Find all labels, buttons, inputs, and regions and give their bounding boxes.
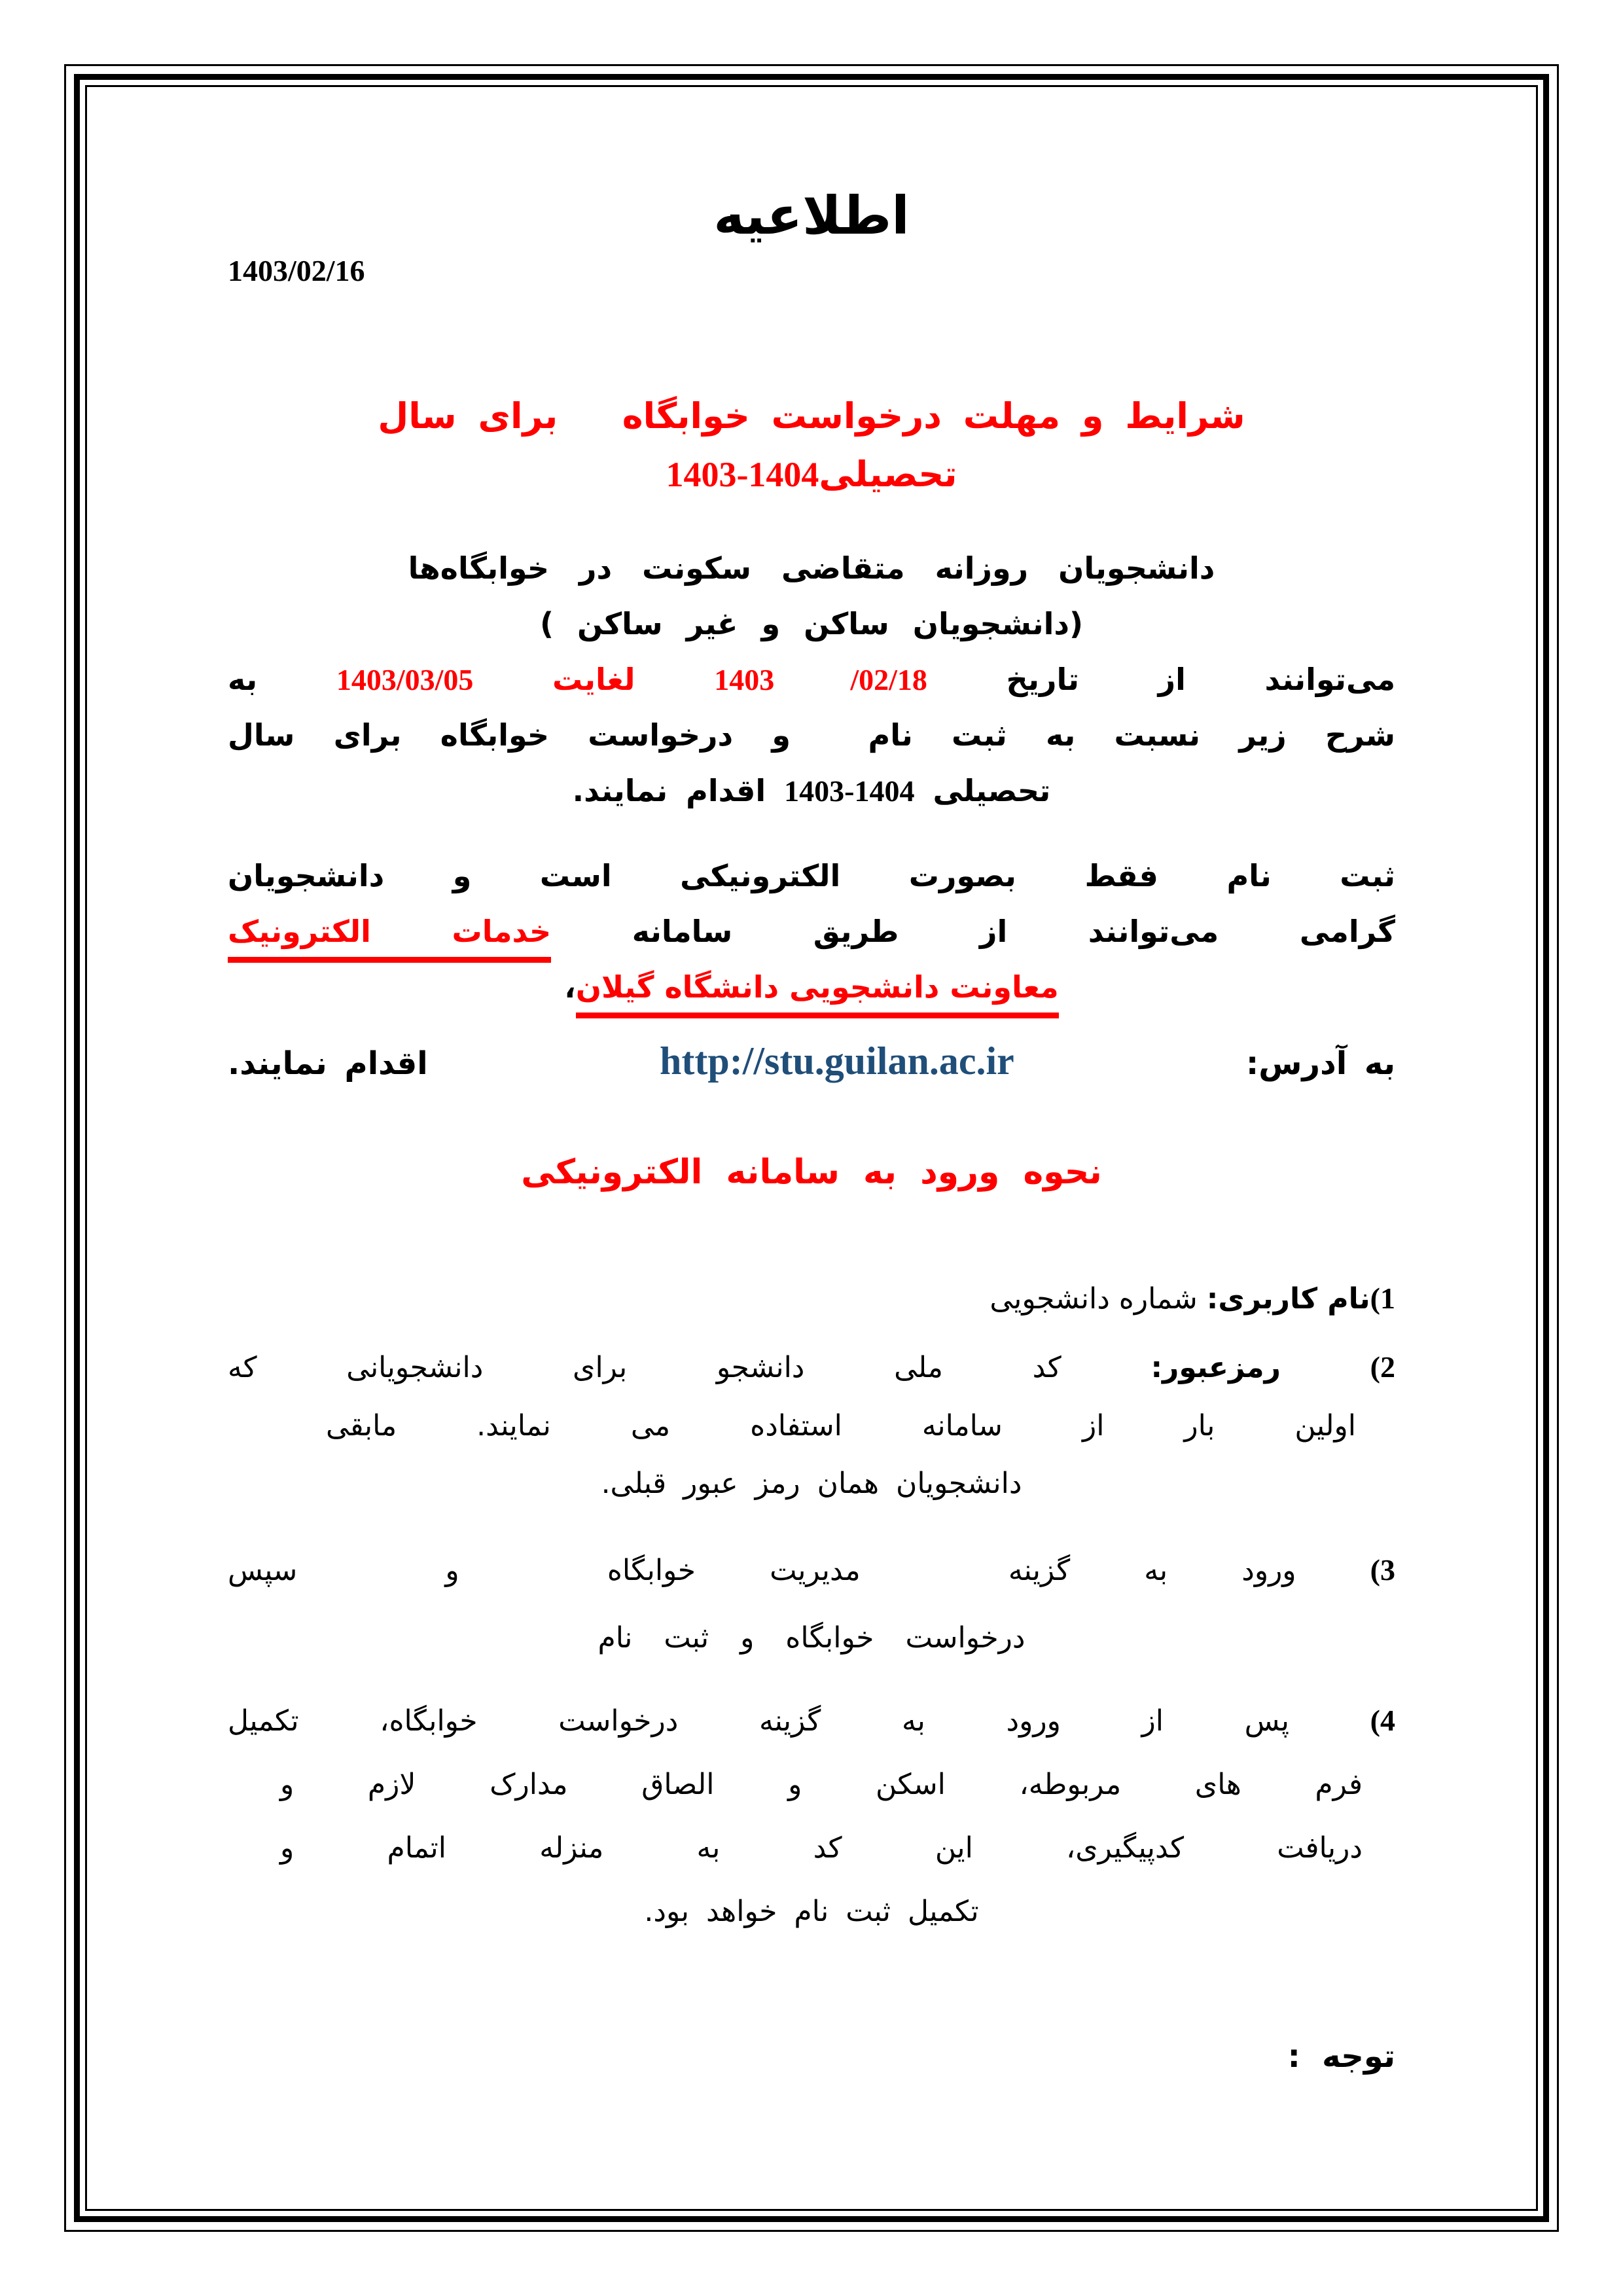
- step-2-number: 2): [1370, 1350, 1395, 1384]
- step-item-1: [228, 1267, 1395, 1331]
- intro-line-2: (دانشجویان ساکن و غیر ساکن ): [539, 605, 1084, 641]
- address-line: [228, 1039, 1395, 1084]
- intro-line-1: دانشجویان روزانه متقاضی سکونت در خوابگاه‌ها: [408, 550, 1215, 586]
- step-item-3: [228, 1535, 1395, 1671]
- page-content: [87, 87, 1536, 2209]
- system-line-1: ثبت نام فقط بصورت الکترونیکی است و دانشجویان: [228, 858, 1395, 894]
- step-4-line-3: دریافت کدپیگیری، این کد به منزله اتمام و: [280, 1831, 1363, 1865]
- step-2-line-1: [228, 1337, 1395, 1397]
- step-2-line-3: دانشجویان همان رمز عبور قبلی.: [601, 1466, 1022, 1500]
- step-1-number: 1): [1370, 1282, 1395, 1316]
- page-border-mid: [74, 74, 1549, 2222]
- portal-url[interactable]: http://stu.guilan.ac.ir: [660, 1039, 1014, 1083]
- system-line-2-black: گرامی می‌توانند از طریق سامانه: [632, 914, 1395, 950]
- dates-line-3-a: تحصیلی: [933, 772, 1051, 808]
- dates-paragraph: [228, 652, 1395, 819]
- step-item-4: [228, 1687, 1395, 1944]
- heading-line-2: [228, 445, 1395, 504]
- system-line-3-comma: ،: [564, 969, 576, 1005]
- step-3-line-1-text: ورود به گزینه مدیریت خوابگاه و سپس: [228, 1553, 1296, 1587]
- step-1-label: نام کاربری:: [1206, 1282, 1370, 1316]
- step-3-number: 3): [1370, 1552, 1395, 1587]
- services-highlight: خدمات الکترونیک: [228, 914, 551, 963]
- step-4-line-2: فرم های مربوطه، اسکن و الصاق مدارک لازم و: [280, 1768, 1363, 1802]
- heading-line-1: شرایط و مهلت درخواست خوابگاه برای سال: [378, 395, 1245, 437]
- dates-until-word: لغایت: [552, 661, 635, 697]
- step-item-2: [228, 1337, 1395, 1513]
- address-prefix: به آدرس:: [1246, 1045, 1395, 1083]
- dates-line-3: [228, 763, 1395, 819]
- step-2-line-2: اولین بار از سامانه استفاده می نمایند. مابقی: [326, 1408, 1356, 1443]
- step-4-line-1-text: پس از ورود به گزینه درخواست خوابگاه، تکمیل: [228, 1704, 1289, 1738]
- system-line-2: [228, 904, 1395, 960]
- step-2-line-1-text: کد ملی دانشجو برای دانشجویانی که: [228, 1350, 1061, 1384]
- page-border-outer: [64, 64, 1559, 2232]
- address-suffix: اقدام نمایند.: [228, 1045, 428, 1083]
- step-4-number: 4): [1370, 1703, 1395, 1737]
- dates-line-1: [228, 652, 1395, 708]
- dates-line-3-b: اقدام نمایند.: [572, 772, 766, 808]
- step-4-line-1: [228, 1687, 1395, 1753]
- dates-line-1-prefix: می‌توانند از تاریخ: [1006, 661, 1396, 697]
- step-3-line-1: [228, 1535, 1395, 1605]
- main-heading: [228, 387, 1395, 504]
- deputy-highlight: معاونت دانشجویی دانشگاه گیلان: [576, 969, 1059, 1018]
- academic-years: 1403-1404: [784, 774, 915, 808]
- page-title: اطلاعیه: [713, 185, 910, 246]
- intro-paragraph: [228, 541, 1395, 652]
- end-date: 1403/03/05: [336, 662, 474, 696]
- step-3-line-2: درخواست خوابگاه و ثبت نام: [597, 1621, 1026, 1655]
- system-line-3: [228, 960, 1395, 1015]
- steps-list: [228, 1267, 1395, 1943]
- start-date: 1403 /02/18: [714, 662, 927, 696]
- heading-years: 1403-1404: [666, 455, 819, 495]
- heading-year-label: تحصیلی: [819, 454, 957, 495]
- section-heading: نحوه ورود به سامانه الکترونیکی: [521, 1153, 1102, 1193]
- step-2-label: رمزعبور:: [1150, 1350, 1281, 1384]
- dates-line-1-suffix: به: [228, 661, 258, 697]
- step-4-line-4: تکمیل ثبت نام خواهد بود.: [644, 1894, 979, 1928]
- step-1-text: شماره دانشجویی: [990, 1282, 1198, 1316]
- page-border-inner: [85, 85, 1538, 2211]
- system-paragraph: [228, 848, 1395, 1015]
- attention-label: [326, 2038, 1395, 2075]
- document-date: 1403/02/16: [228, 254, 365, 287]
- dates-line-2: شرح زیر نسبت به ثبت نام و درخواست خوابگاه برای سال: [228, 717, 1395, 753]
- attention-text: توجه :: [1287, 2038, 1395, 2075]
